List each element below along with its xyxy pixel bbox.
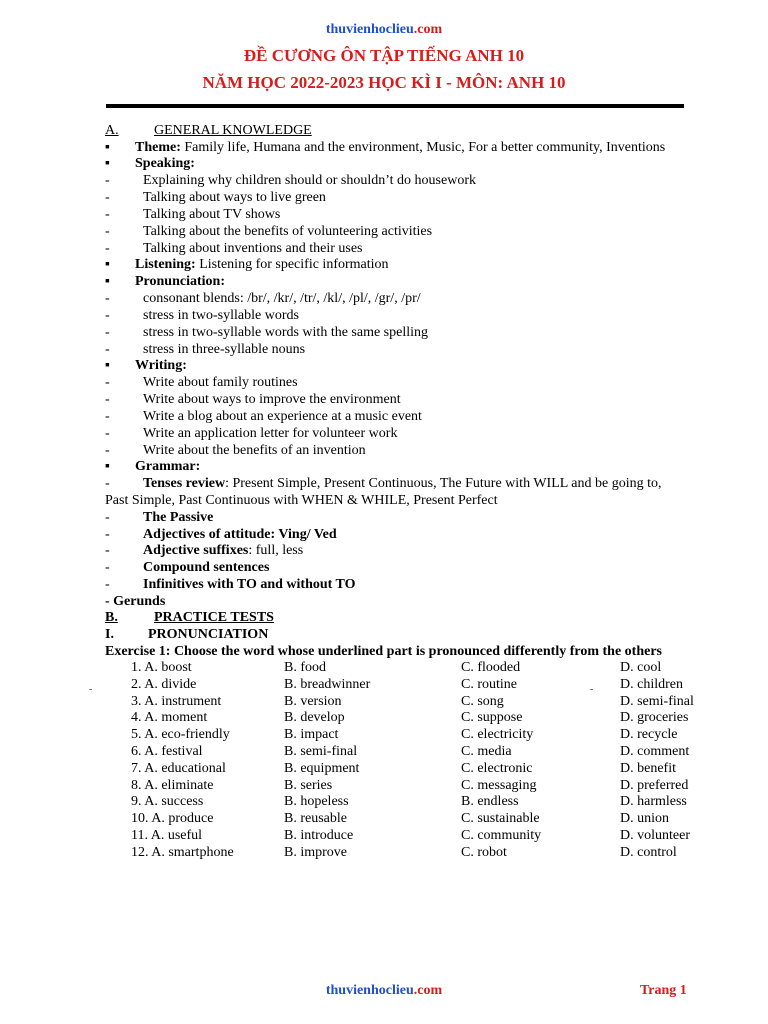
header-site [0,22,768,38]
exercise-option: D. union [620,811,669,827]
exercise-option: 11. A. useful [131,828,203,843]
listening-text: Listening for specific information [195,257,389,272]
tenses-label: Tenses review [143,476,226,491]
exercise-option: D. comment [620,744,690,759]
site-domain: .com [413,22,443,37]
exercise-option: C. messaging [461,777,537,793]
exercise-option: B. introduce [284,828,354,843]
exercise-option: D. children [620,676,683,692]
footer-site: thuvienhoclieu.com [325,983,443,998]
bullet-icon: ▪ [105,274,110,289]
exercise-option: B. reusable [284,811,347,827]
margin-mark: - [89,684,93,695]
theme-text: Family life, Humana and the environment, Music, For a better community, Inventions [180,140,666,155]
bullet-icon: ▪ [105,257,110,272]
exercise-option: B. series [284,777,333,793]
exercise-option: B. breadwinner [284,676,371,692]
exercise-option: 1. A. boost [131,660,192,675]
exercise-option: 5. A. eco-friendly [131,727,230,743]
bullet-icon: ▪ [105,156,110,171]
exercise-option: C. electronic [461,760,533,776]
exercise-option: D. preferred [620,777,689,793]
exercise-option: 4. A. moment [131,710,208,726]
exercise-option: C. song [461,693,504,709]
exercise-option: B. impact [284,727,339,743]
exercise-option: 10. A. produce [131,811,214,827]
exercise-option: C. suppose [461,710,523,726]
tenses-text: : Present Simple, Present Continuous, The Future with WILL and be going to, [225,476,662,491]
exercise-option: B. food [284,660,326,675]
exercise-option: D. control [620,844,677,860]
section-a-letter: A. [105,123,119,138]
exercise-option: 3. A. instrument [131,693,222,709]
exercise-option: C. flooded [461,660,521,675]
exercise-option: D. recycle [620,727,678,743]
exercise-option: 2. A. divide [131,676,197,692]
exercise-option: 12. A. smartphone [131,844,234,860]
exercise-option: C. electricity [461,727,534,743]
exercise-option: C. routine [461,676,517,692]
exercise-option: D. cool [620,660,662,675]
exercise-option: B. equipment [284,760,360,776]
exercise-option: B. improve [284,844,347,860]
exercise-option: D. groceries [620,710,689,726]
page-number: Trang 1 [640,983,687,998]
theme-label: Theme: [135,140,181,155]
listening-label: Listening: [135,257,196,272]
exercise-option: B. semi-final [284,744,358,759]
writing-label: Writing: [135,358,187,373]
header-divider [106,104,684,108]
exercise-option: D. volunteer [620,828,690,843]
exercise-option: D. benefit [620,760,676,776]
exercise-option: D. semi-final [620,693,694,709]
section-b-title: PRACTICE TESTS [154,610,274,625]
exercise-option: B. hopeless [284,794,349,810]
exercise-option: B. develop [284,710,345,726]
bullet-icon: ▪ [105,358,110,373]
exercise-option: C. community [461,828,542,843]
grammar-label: Grammar: [135,459,201,474]
speaking-label: Speaking: [135,156,195,171]
exercise-option: 9. A. success [131,794,204,810]
section-a-title: GENERAL KNOWLEDGE [154,123,312,138]
pronunciation-label: Pronunciation: [135,274,225,289]
site-name: thuvienhoclieu [325,22,414,37]
exercise-option: C. media [461,744,512,759]
exercise-option: C. robot [461,844,507,860]
document-title: ĐỀ CƯƠNG ÔN TẬP TIẾNG ANH 10 [243,46,525,65]
exercise-option: B. endless [461,794,519,810]
bullet-icon: ▪ [105,459,110,474]
exercise-option: C. sustainable [461,811,540,827]
exercise-option: 7. A. educational [131,760,226,776]
margin-mark: - [590,684,594,695]
exercise-option: 8. A. eliminate [131,777,214,793]
exercise-option: D. harmless [620,794,687,810]
exercise-option: 6. A. festival [131,744,203,759]
exercise-option: B. version [284,693,342,709]
bullet-icon: ▪ [105,140,110,155]
document-subtitle: NĂM HỌC 2022-2023 HỌC KÌ I - MÔN: ANH 10 [202,73,566,92]
section-b-letter: B. [105,610,118,625]
